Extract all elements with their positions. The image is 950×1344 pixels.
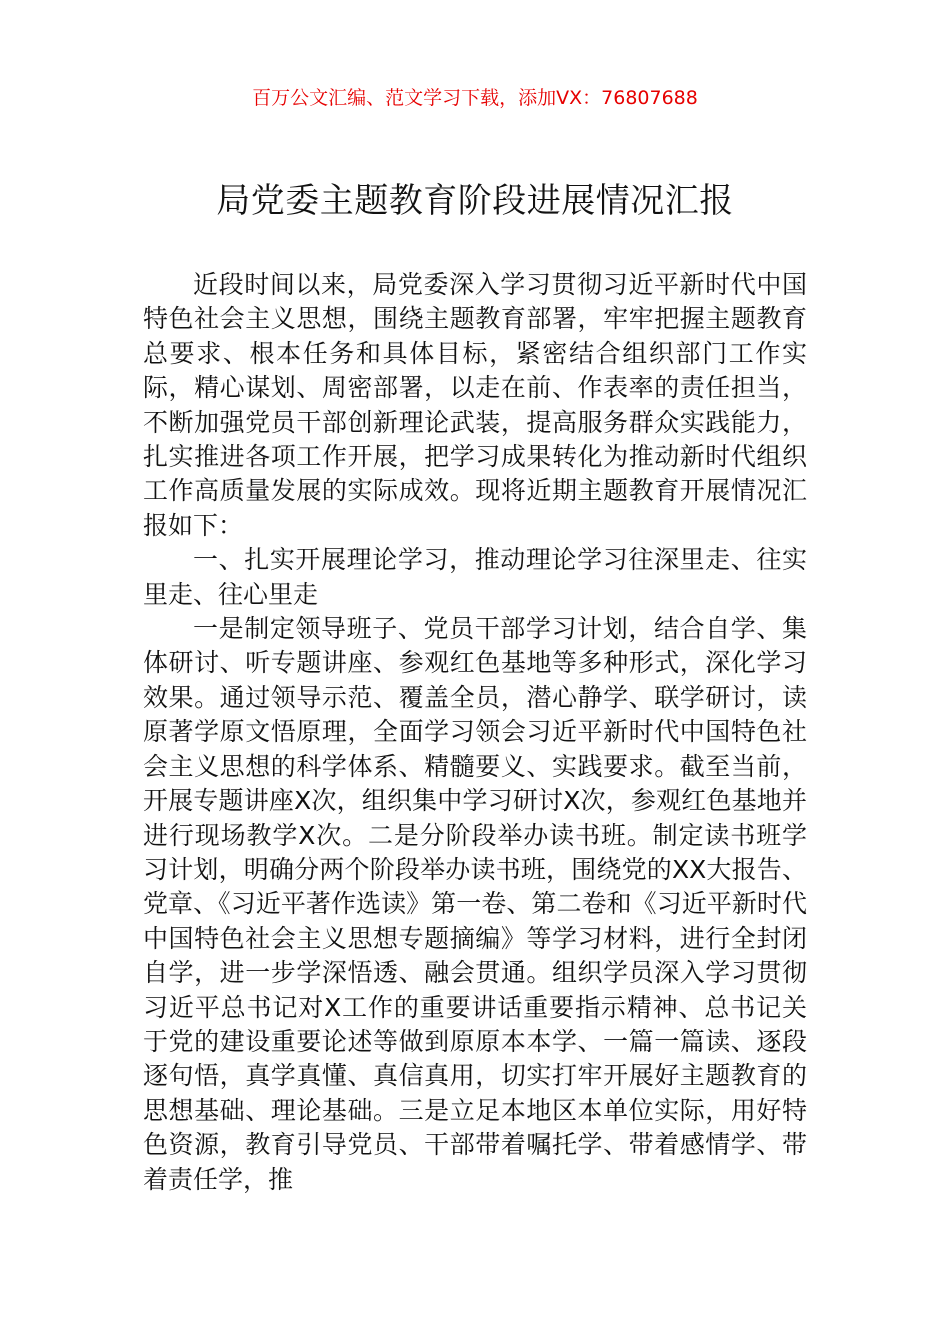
section-heading-1: 一、扎实开展理论学习，推动理论学习往深里走、往实里走、往心里走 (143, 545, 807, 609)
intro-paragraph: 近段时间以来，局党委深入学习贯彻习近平新时代中国特色社会主义思想，围绕主题教育部署，牢牢把握主题教育总要求、根本任务和具体目标，紧密结合组织部门工作实际，精心谋划、周密部署，以走在前、作表率的责任担当，不断加强党员干部创新理论武装，提高服务群众实践能力，扎实推进各项工作开展，把学习成果转化为推动新时代组织工作高质量发展的实际成效。现将近期主题教育开展情况汇报如下： (143, 270, 807, 540)
document-body (143, 268, 807, 1197)
document-title: 局党委主题教育阶段进展情况汇报 (216, 181, 734, 221)
section-1-paragraph: 一是制定领导班子、党员干部学习计划，结合自学、集体研讨、听专题讲座、参观红色基地等多种形式，深化学习效果。通过领导示范、覆盖全员，潜心静学、联学研讨，读原著学原文悟原理，全面学习领会习近平新时代中国特色社会主义思想的科学体系、精髓要义、实践要求。截至当前，开展专题讲座X次，组织集中学习研讨X次，参观红色基地并进行现场教学X次。二是分阶段举办读书班。制定读书班学习计划，明确分两个阶段举办读书班，围绕党的XX大报告、党章、《习近平著作选读》第一卷、第二卷和《习近平新时代中国特色社会主义思想专题摘编》等学习材料，进行全封闭自学，进一步学深悟透、融会贯通。组织学员深入学习贯彻习近平总书记对X工作的重要讲话重要指示精神、总书记关于党的建设重要论述等做到原原本本学、一篇一篇读、逐段逐句悟，真学真懂、真信真用，切实打牢开展好主题教育的思想基础、理论基础。三是立足本地区本单位实际，用好特色资源，教育引导党员、干部带着嘱托学、带着感情学、带着责任学，推 (143, 614, 807, 1194)
header-watermark-note: 百万公文汇编、范文学习下载，添加VX：76807688 (252, 87, 698, 109)
